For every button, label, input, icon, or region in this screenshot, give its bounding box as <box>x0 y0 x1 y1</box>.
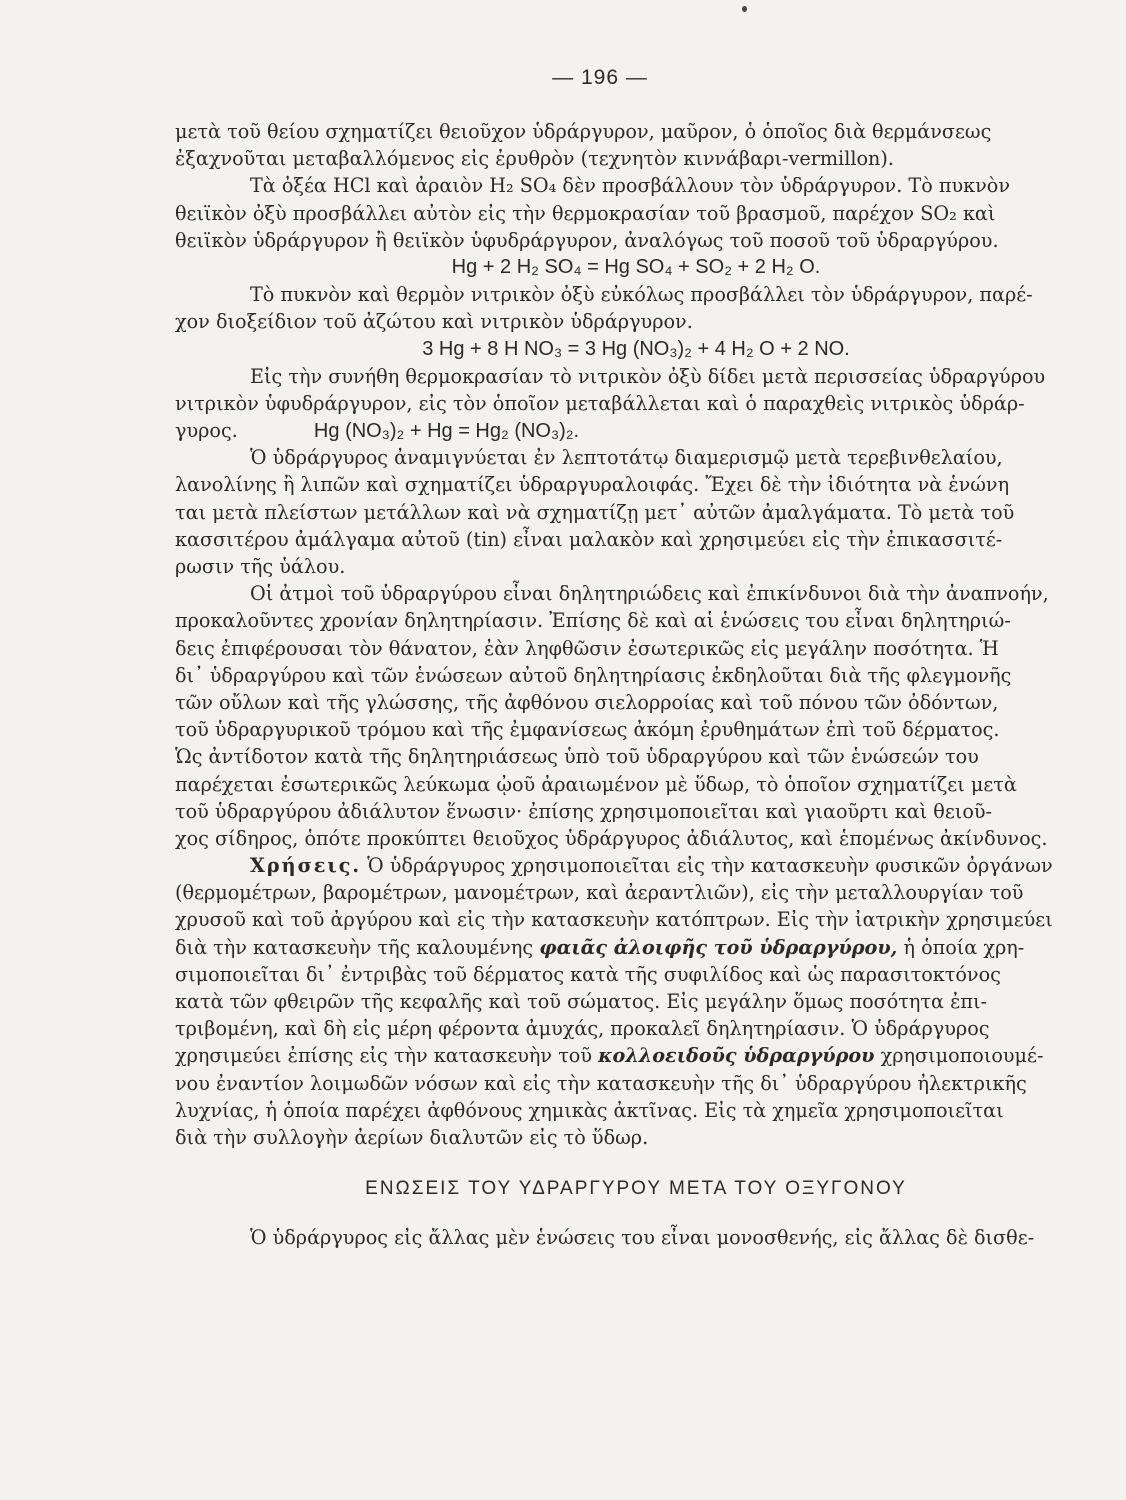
text-line: ρωσιν τῆς ὑάλου. <box>175 555 346 578</box>
page-number: — 196 — <box>552 66 648 89</box>
text-line: Ὡς ἀντίδοτον κατὰ τῆς δηλητηριάσεως ὑπὸ τοῦ ὑδραργύρου καὶ τῶν ἑνώσεών του <box>175 745 979 769</box>
equation: 3 Hg + 8 H NO₃ = 3 Hg (NO₃)₂ + 4 H₂ O + 2 NO. <box>422 337 850 360</box>
emphasized-term: φαιᾶς ἀλοιφῆς τοῦ ὑδραργύρου, <box>539 935 898 959</box>
text-line: θειϊκὸν ὀξὺ προσβάλλει αὐτὸν εἰς τὴν θερμοκρασίαν τοῦ βρασμοῦ, παρέχον SO₂ καὶ <box>175 201 996 225</box>
text-line: χρυσοῦ καὶ τοῦ ἀργύρου καὶ εἰς τὴν κατασκευὴν κατόπτρων. Εἰς τὴν ἰατρικὴν χρησιμεύει <box>175 908 1053 932</box>
text-line: νιτρικὸν ὑφυδράργυρον, εἰς τὸν ὁποῖον μεταβάλλεται καὶ ὁ παραχθεὶς νιτρικὸς ὑδράρ- <box>175 391 1025 415</box>
text-line: Τὰ ὀξέα HCl καὶ ἀραιὸν H₂ SO₄ δὲν προσβάλλουν τὸν ὑδράργυρον. Τὸ πυκνὸν <box>250 174 1011 198</box>
text-line: ται μετὰ πλείστων μετάλλων καὶ νὰ σχηματίζῃ μετ᾽ αὐτῶν ἀμαλγάματα. Τὸ μετὰ τοῦ <box>175 500 1015 524</box>
body-text <box>175 118 1097 1252</box>
text-line <box>175 852 1097 879</box>
text-line: μετὰ τοῦ θείου σχηματίζει θειοῦχον ὑδράργυρον, μαῦρον, ὁ ὁποῖος διὰ θερμάνσεως <box>175 120 992 143</box>
text-line: Ὁ ὑδράργυρος ἀναμιγνύεται ἐν λεπτοτάτῳ διαμερισμῷ μετὰ τερεβινθελαίου, <box>250 446 1003 470</box>
text-line: δι᾽ ὑδραργύρου καὶ τῶν ἑνώσεων αὐτοῦ δηλητηρίασις ἐκδηλοῦται διὰ τῆς φλεγμονῆς <box>175 663 1012 687</box>
text-line: λανολίνης ἢ λιπῶν καὶ σχηματίζει ὑδραργυραλοιφάς. Ἔχει δὲ τὴν ἰδιότητα νὰ ἑνώνη <box>175 473 1010 497</box>
emphasized-term: κολλοειδοῦς ὑδραργύρου <box>598 1044 875 1068</box>
equation: Hg + 2 H₂ SO₄ = Hg SO₄ + SO₂ + 2 H₂ O. <box>451 255 821 278</box>
text-line: (θερμομέτρων, βαρομέτρων, μανομέτρων, καὶ ἀεραντλιῶν), εἰς τὴν μεταλλουργίαν τοῦ <box>175 881 1024 905</box>
text-line: διὰ τὴν συλλογὴν ἀερίων διαλυτῶν εἰς τὸ ὕδωρ. <box>175 1125 649 1149</box>
text-line: τριβομένη, καὶ δὴ εἰς μέρη φέροντα ἀμυχάς, προκαλεῖ δηλητηρίασιν. Ὁ ὑδράργυρος <box>175 1017 990 1041</box>
text-line <box>175 1042 1097 1069</box>
text-line: προκαλοῦντες χρονίαν δηλητηρίασιν. Ἐπίσης δὲ καὶ αἱ ἑνώσεις του εἶναι δηλητηριώ- <box>175 609 1011 633</box>
text-line: χος σίδηρος, ὁπότε προκύπτει θειοῦχος ὑδράργυρος ἀδιάλυτος, καὶ ἑπομένως ἀκίνδυνος. <box>175 826 1048 850</box>
text-line: ἐξαχνοῦται μεταβαλλόμενος εἰς ἐρυθρὸν (τεχνητὸν κιννάβαρι-vermillon). <box>175 147 894 171</box>
text-fragment: γυρος. <box>175 419 238 443</box>
text-line <box>175 934 1097 961</box>
text-line: δεις ἐπιφέρουσαι τὸν θάνατον, ἐὰν ληφθῶσιν ἐσωτερικῶς εἰς μεγάλην ποσότητα. Ἡ <box>175 636 999 660</box>
equation: Hg (NO₃)₂ + Hg = Hg₂ (NO₃)₂. <box>313 420 580 443</box>
text-fragment: Ὁ ὑδράργυρος χρησιμοποιεῖται εἰς τὴν κατασκευὴν φυσικῶν ὀργάνων <box>367 854 1053 878</box>
text-line: σιμοποιεῖται δι᾽ ἐντριβὰς τοῦ δέρματος κατὰ τῆς συφιλίδος καὶ ὡς παρασιτοκτόνος <box>175 962 1001 986</box>
ink-speck <box>742 6 747 12</box>
text-line: τῶν οὔλων καὶ τῆς γλώσσης, τῆς ἀφθόνου σιελορροίας καὶ τοῦ πόνου τῶν ὀδόντων, <box>175 690 999 714</box>
text-line: χον διοξείδιον τοῦ ἀζώτου καὶ νιτρικὸν ὑδράργυρον. <box>175 310 693 334</box>
text-line: θειϊκὸν ὑδράργυρον ἢ θειϊκὸν ὑφυδράργυρον, ἀναλόγως τοῦ ποσοῦ τοῦ ὑδραργύρου. <box>175 228 999 252</box>
text-fragment: χρησιμοποιουμέ- <box>880 1044 1044 1068</box>
text-fragment: ἡ ὁποία χρη- <box>903 935 1025 959</box>
text-line: λυχνίας, ἡ ὁποία παρέχει ἀφθόνους χημικὰς ἀκτῖνας. Εἰς τὰ χημεῖα χρησιμοποιεῖται <box>175 1098 1004 1122</box>
text-line: τοῦ ὑδραργύρου ἀδιάλυτον ἕνωσιν· ἐπίσης χρησιμοποιεῖται καὶ γιαοῦρτι καὶ θειοῦ- <box>175 799 993 823</box>
text-fragment: διὰ τὴν κατασκευὴν τῆς καλουμένης <box>175 935 534 959</box>
text-line: νου ἐναντίον λοιμωδῶν νόσων καὶ εἰς τὴν κατασκευὴν τῆς δι᾽ ὑδραργύρου ἠλεκτρικῆς <box>175 1071 1027 1095</box>
text-line: παρέχεται ἐσωτερικῶς λεύκωμα ᾠοῦ ἀραιωμένον μὲ ὕδωρ, τὸ ὁποῖον σχηματίζει μετὰ <box>175 772 1017 796</box>
text-line <box>175 417 1097 444</box>
text-line: Τὸ πυκνὸν καὶ θερμὸν νιτρικὸν ὀξὺ εὐκόλως προσβάλλει τὸν ὑδράργυρον, παρέ- <box>250 283 1033 307</box>
text-line: Οἱ ἀτμοὶ τοῦ ὑδραργύρου εἶναι δηλητηριώδεις καὶ ἐπικίνδυνοι διὰ τὴν ἀναπνοήν, <box>250 582 1049 606</box>
section-heading: ΕΝΩΣΕΙΣ ΤΟΥ ΥΔΡΑΡΓΥΡΟΥ ΜΕΤΑ ΤΟΥ ΟΞΥΓΟΝΟΥ <box>365 1178 907 1200</box>
text-line: κατὰ τῶν φθειρῶν τῆς κεφαλῆς καὶ τοῦ σώματος. Εἰς μεγάλην ὅμως ποσότητα ἐπι- <box>175 990 988 1013</box>
text-line: Ὁ ὑδράργυρος εἰς ἄλλας μὲν ἑνώσεις του εἶναι μονοσθενής, εἰς ἄλλας δὲ δισθε- <box>250 1226 1035 1250</box>
section-label: Χρήσεις. <box>250 854 362 878</box>
text-line: τοῦ ὑδραργυρικοῦ τρόμου καὶ τῆς ἐμφανίσεως ἀκόμη ἐρυθημάτων ἐπὶ τοῦ δέρματος. <box>175 718 1000 742</box>
text-fragment: χρησιμεύει ἐπίσης εἰς τὴν κατασκευὴν τοῦ <box>175 1044 593 1068</box>
text-line: κασσιτέρου ἀμάλγαμα αὐτοῦ (tin) εἶναι μαλακὸν καὶ χρησιμεύει εἰς τὴν ἐπικασσιτέ- <box>175 527 1003 551</box>
text-line: Εἰς τὴν συνήθη θερμοκρασίαν τὸ νιτρικὸν ὀξὺ δίδει μετὰ περισσείας ὑδραργύρου <box>250 364 1046 388</box>
